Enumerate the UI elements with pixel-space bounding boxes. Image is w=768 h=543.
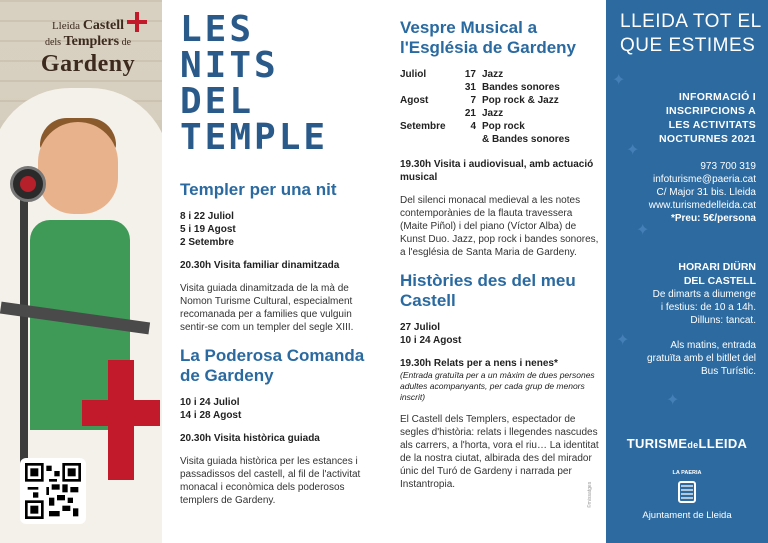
section-heading-comanda: La Poderosa Comanda de Gardeny <box>180 346 365 385</box>
price: *Preu: 5€/persona <box>670 213 756 224</box>
castle-hours <box>606 260 756 378</box>
logo-gardeny: Gardeny <box>40 51 136 77</box>
info-block <box>606 90 756 225</box>
hours-line: De dimarts a diumenge <box>652 289 756 300</box>
schedule-act: Jazz <box>482 69 504 80</box>
event-description: Del silenci monacal medieval a les notes contemporànies de la flauta travessera (Maite Piñol) i del piano (Víctor Alba) de Kunst Duo. Jazz, pop rock i bandes sonores, a l'església de Santa Maria de Gardeny. <box>400 195 599 258</box>
logo-dels: dels <box>44 37 62 48</box>
info-heading-line: NOCTURNES 2021 <box>659 133 756 145</box>
child-face <box>38 122 118 214</box>
schedule-act: Pop rock & Jazz <box>482 95 559 106</box>
hero-photo <box>0 0 162 543</box>
info-heading-line: LES ACTIVITATS <box>668 119 756 131</box>
event-date: 10 i 24 Agost <box>400 335 462 346</box>
event-date: 10 i 24 Juliol <box>180 397 240 408</box>
medallion <box>10 166 46 202</box>
schedule-month: Setembre <box>400 121 446 132</box>
page-title <box>180 9 380 158</box>
hours-heading-line: HORARI DIÜRN <box>678 261 756 273</box>
ajuntament-label: Ajuntament de Lleida <box>642 510 732 521</box>
website-link[interactable]: www.turismedelleida.cat <box>648 200 756 211</box>
schedule-row <box>400 94 600 107</box>
title-line-3: DEL <box>180 81 255 122</box>
logo-de: de <box>121 37 132 48</box>
phone-number[interactable]: 973 700 319 <box>700 161 756 172</box>
info-heading <box>606 90 756 146</box>
event-date: 27 Juliol <box>400 322 441 333</box>
event-date: 8 i 22 Juliol <box>180 211 234 222</box>
event-description: Visita guiada dinamitzada de la mà de Nomon Turisme Cultural, especialment recomanada per a families que vulguin sentir-se com un templer del segle XIII. <box>180 283 354 333</box>
schedule-row <box>400 68 600 81</box>
schedule-day: 7 <box>470 95 476 106</box>
star-icon: ✦ <box>626 142 640 159</box>
schedule-day: 21 <box>464 108 476 119</box>
free-entry-line: Bus Turístic. <box>700 366 756 377</box>
contact-details <box>606 160 756 225</box>
star-icon: ✦ <box>636 222 650 239</box>
event-time: 19.30h Visita i audiovisual, amb actuació musical <box>400 159 594 183</box>
schedule-row <box>400 120 600 133</box>
star-icon: ✦ <box>666 392 680 409</box>
schedule-act: Bandes sonores <box>482 82 560 93</box>
free-entry-line: gratuïta amb el bitllet del <box>647 353 756 364</box>
section-heading-templer: Templer per una nit <box>180 180 337 199</box>
title-line-1: LES <box>180 9 255 50</box>
sword <box>20 170 28 500</box>
star-icon: ✦ <box>612 72 626 89</box>
event-description: Visita guiada històrica per les estances i passadissos del castell, al fil de l'activitat monacal i econòmica dels poderosos templers de Gardeny. <box>180 456 361 506</box>
tagline-line-2: QUE ESTIMES <box>620 35 756 56</box>
brand-turisme: TURISME <box>626 436 688 451</box>
schedule-day: 4 <box>470 121 476 132</box>
brand-city: LLEIDA <box>698 436 748 451</box>
info-sidebar <box>606 0 768 543</box>
info-heading-line: INFORMACIÓ I <box>678 91 756 103</box>
logo-city: Lleida <box>51 20 81 32</box>
event-dates <box>180 396 380 422</box>
schedule-month: Juliol <box>400 69 427 80</box>
templar-cross-icon <box>125 10 149 34</box>
schedule-day: 31 <box>464 82 476 93</box>
schedule-day: 17 <box>464 69 476 80</box>
events-column-1 <box>180 180 380 507</box>
design-credit: ©missatges <box>587 481 593 508</box>
qr-code[interactable] <box>20 458 86 524</box>
schedule-month <box>400 107 458 120</box>
schedule-act: & Bandes sonores <box>482 134 570 145</box>
event-description: El Castell dels Templers, espectador de segles d'història: relats i llegendes nascudes als carrers, a l'horta, vora el riu… La identitat de la nostra ciutat, albirada des del mirador únic del Turó de Gardeny i narrada per Instantropia. <box>400 414 599 490</box>
templar-cross-horizontal <box>82 400 160 426</box>
event-time: 20.30h Visita històrica guiada <box>180 433 320 444</box>
hours-line: Dilluns: tancat. <box>690 315 756 326</box>
address: C/ Major 31 bis. Lleida <box>656 187 756 198</box>
tagline <box>620 10 762 58</box>
info-heading-line: INSCRIPCIONS A <box>665 105 756 117</box>
schedule-act: Pop rock <box>482 121 525 132</box>
hours-heading <box>606 260 756 288</box>
schedule-day <box>458 133 476 146</box>
paeria-label: LA PAERIA <box>672 470 702 476</box>
event-time: 20.30h Visita familiar dinamitzada <box>180 260 340 271</box>
section-heading-vespre: Vespre Musical a l'Església de Gardeny <box>400 18 577 57</box>
title-line-4: TEMPLE <box>180 117 329 158</box>
hours-line: i festius: de 10 a 14h. <box>660 302 756 313</box>
event-time: 19.30h Relats per a nens i nenes* <box>400 358 558 369</box>
event-note: (Entrada gratuïta per a un màxim de dues persones adultes acompanyants, per cada grup de menors inscrit) <box>400 370 595 402</box>
schedule-row <box>400 133 600 146</box>
event-date: 5 i 19 Agost <box>180 224 236 235</box>
tagline-line-1: LLEIDA TOT EL <box>620 11 762 32</box>
hours-heading-line: DEL CASTELL <box>683 275 756 287</box>
qr-code-icon <box>25 463 81 519</box>
event-dates <box>180 210 380 249</box>
concert-schedule <box>400 68 600 146</box>
brand-de: de <box>687 440 699 450</box>
turisme-lleida-logo <box>606 436 768 451</box>
title-line-2: NITS <box>180 45 279 86</box>
email-link[interactable]: infoturisme@paeria.cat <box>653 174 756 185</box>
section-heading-histories: Històries des del meu Castell <box>400 271 576 310</box>
logo-templers: Templers <box>63 34 120 49</box>
schedule-act: Jazz <box>482 108 504 119</box>
schedule-month: Agost <box>400 95 429 106</box>
schedule-month <box>400 81 458 94</box>
event-dates <box>400 321 600 347</box>
free-entry-line: Als matins, entrada <box>670 340 756 351</box>
logo-castell: Castell <box>82 18 125 33</box>
event-date: 2 Setembre <box>180 237 234 248</box>
events-column-2 <box>400 18 600 491</box>
paeria-emblem-icon <box>673 478 701 506</box>
event-date: 14 i 28 Agost <box>180 410 242 421</box>
schedule-row <box>400 107 600 120</box>
schedule-row <box>400 81 600 94</box>
star-icon: ✦ <box>616 332 630 349</box>
schedule-month <box>400 133 458 146</box>
